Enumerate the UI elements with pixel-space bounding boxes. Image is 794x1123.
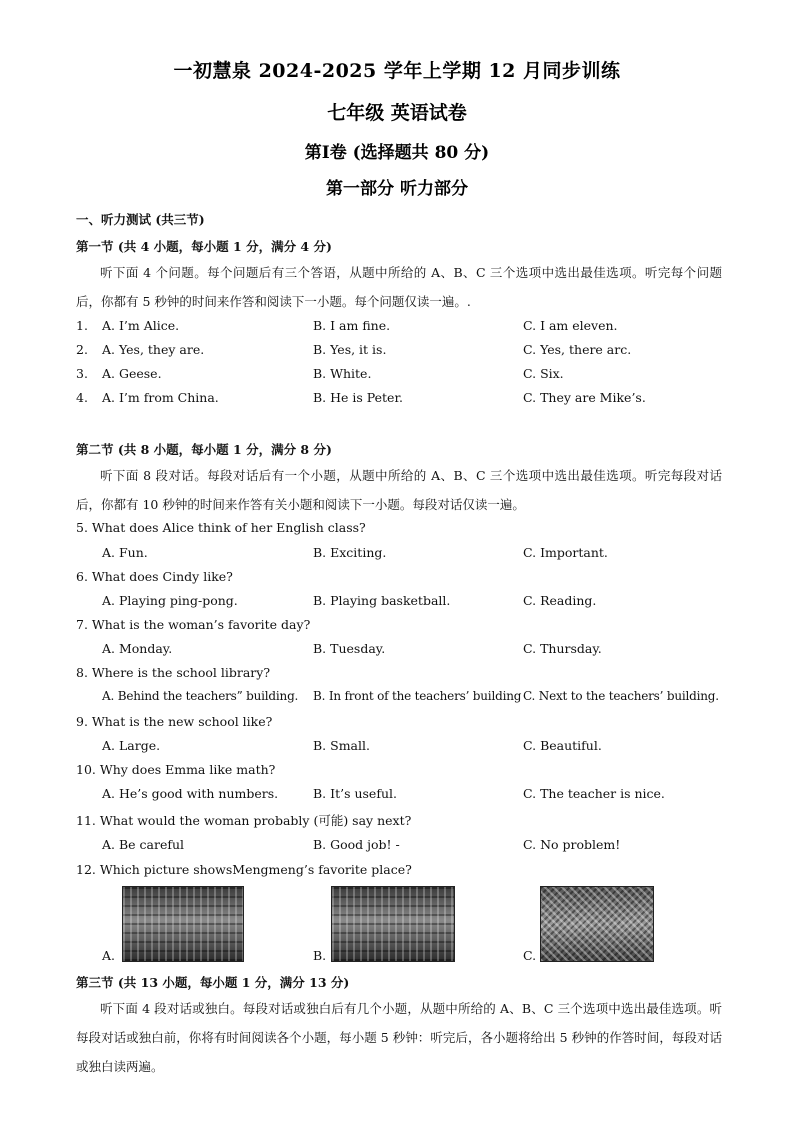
question-stem: 12. Which picture showsMengmeng’s favorite place? xyxy=(76,862,412,877)
option-a: A. Behind the teachers” building. xyxy=(102,689,299,703)
option-c: C. No problem! xyxy=(523,837,621,852)
option-a: A. Be careful xyxy=(102,837,185,852)
question-stem: 8. Where is the school library? xyxy=(76,665,271,680)
option-a: A. Playing ping-pong. xyxy=(102,593,238,608)
option-b: B. Exciting. xyxy=(313,545,387,560)
option-c: C. Six. xyxy=(523,366,564,381)
question-row xyxy=(76,366,736,384)
picture-option-a-label: A. xyxy=(102,948,116,963)
question-row xyxy=(76,689,736,707)
question-row xyxy=(76,545,736,563)
question-number: 3. xyxy=(76,366,88,381)
exam-subtitle: 七年级 英语试卷 xyxy=(327,102,467,124)
question-stem: 10. Why does Emma like math? xyxy=(76,762,276,777)
question-row xyxy=(76,837,736,855)
question-row xyxy=(76,786,736,804)
option-b: B. Playing basketball. xyxy=(313,593,451,608)
option-a: A. Yes, they are. xyxy=(102,342,205,357)
option-c: C. Yes, there arc. xyxy=(523,342,632,357)
option-c: C. Important. xyxy=(523,545,608,560)
question-row xyxy=(76,641,736,659)
part-heading: 第一部分 听力部分 xyxy=(326,179,468,199)
question-number: 4. xyxy=(76,390,88,405)
question-stem: 11. What would the woman probably (可能) say next? xyxy=(76,813,412,828)
question-row xyxy=(76,342,736,360)
question-number: 2. xyxy=(76,342,88,357)
option-c: C. Beautiful. xyxy=(523,738,602,753)
question-number: 1. xyxy=(76,318,88,333)
question-stem: 7. What is the woman’s favorite day? xyxy=(76,617,311,632)
section2-heading: 第二节 (共 8 小题，每小题 1 分，满分 8 分) xyxy=(76,442,332,457)
exam-title: 一初慧泉 2024-2025 学年上学期 12 月同步训练 xyxy=(173,60,621,82)
option-b: B. In front of the teachers’ building xyxy=(313,689,522,703)
section3-heading: 第三节 (共 13 小题，每小题 1 分，满分 13 分) xyxy=(76,975,350,990)
picture-option-c xyxy=(540,886,654,962)
option-b: B. Tuesday. xyxy=(313,641,386,656)
question-row xyxy=(76,738,736,756)
section1-instructions: 听下面 4 个问题。每个问题后有三个答语，从题中所给的 A、B、C 三个选项中选出最佳选项。听完每个问题后，你都有 5 秒钟的时间来作答和阅读下一小题。每个问题仅读一遍。. xyxy=(76,265,722,309)
option-c: C. Next to the teachers’ building. xyxy=(523,689,719,703)
option-c: C. Reading. xyxy=(523,593,597,608)
option-a: A. I’m Alice. xyxy=(102,318,180,333)
section1-heading: 第一节 (共 4 小题，每小题 1 分，满分 4 分) xyxy=(76,239,332,254)
picture-option-c-label: C. xyxy=(523,948,537,963)
option-c: C. Thursday. xyxy=(523,641,602,656)
section3-instructions: 听下面 4 段对话或独白。每段对话或独白后有几个小题，从题中所给的 A、B、C 三个选项中选出最佳选项。听每段对话或独白前，你将有时间阅读各个小题，每小题 5 秒钟：听完后，各小题将给出 5 秒钟的作答时间，每段对话或独白读两遍。 xyxy=(76,1001,722,1074)
picture-option-b-label: B. xyxy=(313,948,327,963)
question-stem: 6. What does Cindy like? xyxy=(76,569,233,584)
picture-option-b xyxy=(331,886,455,962)
option-b: B. Good job! - xyxy=(313,837,400,852)
option-a: A. I’m from China. xyxy=(102,390,219,405)
option-c: C. I am eleven. xyxy=(523,318,618,333)
option-b: B. White. xyxy=(313,366,372,381)
option-a: A. Large. xyxy=(102,738,161,753)
question-row xyxy=(76,593,736,611)
option-a: A. He’s good with numbers. xyxy=(102,786,279,801)
option-b: B. He is Peter. xyxy=(313,390,404,405)
option-b: B. Yes, it is. xyxy=(313,342,387,357)
section2-instructions: 听下面 8 段对话。每段对话后有一个小题，从题中所给的 A、B、C 三个选项中选出最佳选项。听完每段对话后，你都有 10 秒钟的时间来作答有关小题和阅读下一小题。每段对话仅读一遍。 xyxy=(76,468,722,512)
question-row xyxy=(76,390,736,408)
option-a: A. Geese. xyxy=(102,366,162,381)
option-a: A. Monday. xyxy=(102,641,173,656)
picture-option-a xyxy=(122,886,244,962)
option-b: B. It’s useful. xyxy=(313,786,397,801)
option-a: A. Fun. xyxy=(102,545,148,560)
listening-test-heading: 一、听力测试 (共三节) xyxy=(76,212,205,227)
option-b: B. I am fine. xyxy=(313,318,391,333)
option-b: B. Small. xyxy=(313,738,370,753)
option-c: C. They are Mike’s. xyxy=(523,390,646,405)
question-row xyxy=(76,318,736,336)
volume-heading: 第Ⅰ卷 (选择题共 80 分) xyxy=(304,143,490,163)
question-stem: 5. What does Alice think of her English class? xyxy=(76,520,366,535)
option-c: C. The teacher is nice. xyxy=(523,786,665,801)
question-stem: 9. What is the new school like? xyxy=(76,714,273,729)
